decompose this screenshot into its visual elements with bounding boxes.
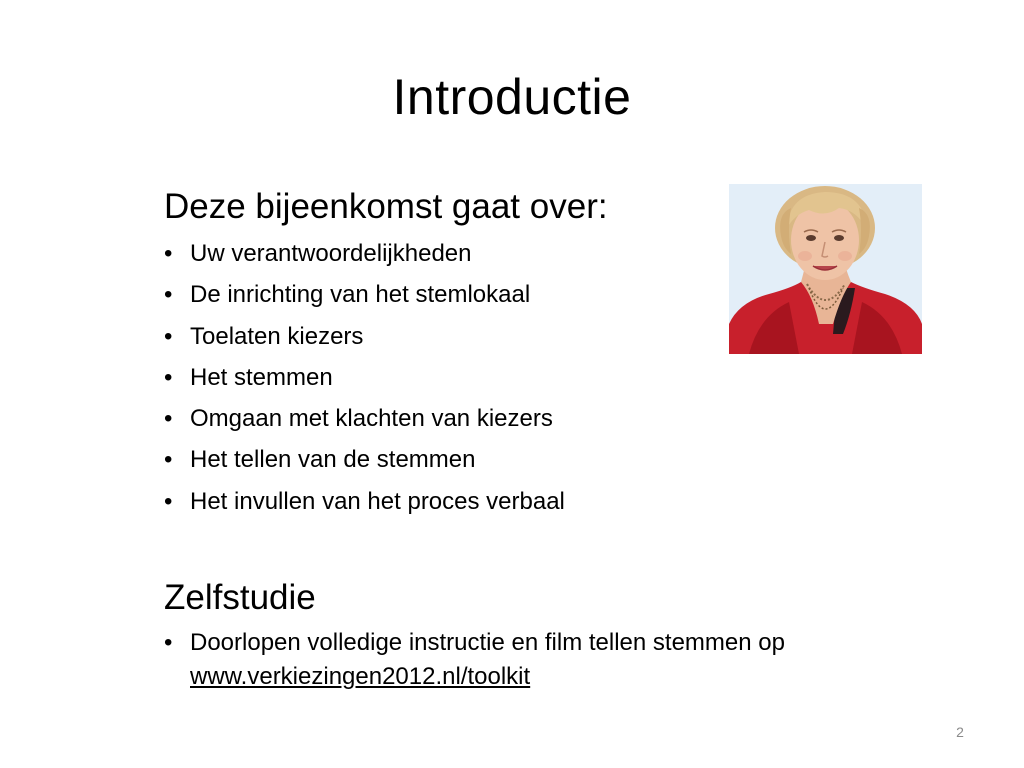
bullet-icon: • bbox=[164, 363, 173, 391]
section-heading-self-study: Zelfstudie bbox=[164, 578, 316, 617]
list-item-text: De inrichting van het stemlokaal bbox=[190, 281, 531, 309]
list-item bbox=[164, 316, 565, 357]
portrait-image bbox=[729, 184, 922, 354]
bullet-icon: • bbox=[164, 322, 173, 350]
toolkit-link[interactable]: www.verkiezingen2012.nl/toolkit bbox=[190, 663, 531, 690]
self-study-list bbox=[164, 626, 924, 694]
list-item-text: Doorlopen volledige instructie en film tellen stemmen op bbox=[190, 629, 785, 656]
bullet-icon: • bbox=[164, 405, 173, 433]
list-item bbox=[164, 398, 565, 439]
list-item bbox=[164, 626, 924, 694]
list-item-text: Omgaan met klachten van kiezers bbox=[190, 405, 553, 433]
list-item-text: Toelaten kiezers bbox=[190, 322, 364, 350]
bullet-icon: • bbox=[164, 487, 173, 515]
section-heading-agenda: Deze bijeenkomst gaat over: bbox=[164, 187, 608, 226]
bullet-icon: • bbox=[164, 629, 173, 656]
slide-title: Introductie bbox=[392, 69, 632, 125]
list-item-text: Het tellen van de stemmen bbox=[190, 446, 476, 474]
list-item-text: Het invullen van het proces verbaal bbox=[190, 487, 565, 515]
list-item bbox=[164, 274, 565, 315]
list-item-text: Uw verantwoordelijkheden bbox=[190, 240, 472, 267]
list-item bbox=[164, 481, 565, 522]
presenter-portrait bbox=[729, 184, 922, 354]
bullet-icon: • bbox=[164, 281, 173, 309]
bullet-icon: • bbox=[164, 446, 173, 474]
list-item bbox=[164, 233, 565, 274]
list-item bbox=[164, 439, 565, 480]
bullet-icon: • bbox=[164, 240, 173, 267]
list-item bbox=[164, 357, 565, 398]
page-number: 2 bbox=[956, 724, 964, 740]
agenda-list bbox=[164, 233, 565, 522]
list-item-text: Het stemmen bbox=[190, 363, 333, 391]
